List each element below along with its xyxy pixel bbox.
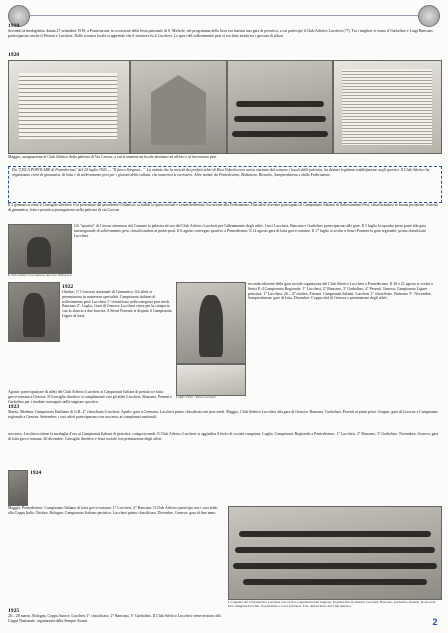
caption-ribbons: Luglio 1922 – Pesi, Lucchesi bbox=[176, 395, 216, 399]
paragraph-1923: Marzo, Modena: Campionato Emiliano di G.R. 2° classificato Lucchesi. Aprile: gara a Cremona, Lucchesi primo classificato nei pesi medi. Maggio, Club Atletico Lucchesi alla gara di Genova: Bancano, Garbolino, Pesenti ai primi posti. Giugno: gara di Livorno e Campionato regionale a Genova. Settembre: i soci atleti parteciparono con successo ai campionati nazionali. bbox=[8, 410, 439, 419]
letter-lines bbox=[19, 73, 117, 139]
paragraph-1925: 26 – 28 marzo, Bologna, Coppa Aurora: Lucchesi 1° classificato; 2° Bancano, 3° Garbolino. Il Club Atletico Lucchesi viene invitato alla Coppa Nazionale, organizzata dalla Sempre Avanti. bbox=[8, 614, 221, 623]
paragraph-1923-b: successo; Lucchesi ottiene la medaglia d'oro ai Campionati Italiani di pesistica, categoria medi. Il Club Atletico Lucchesi si aggiudica il titolo di società campione. Luglio, Campionato Regionale a Pontedecimo: 1° Lucchesi, 2° Bancano, 3° Garbolino. Novembre, Genova: gara di lotta greco-romana. 20 dicembre, Consiglio direttivo e festa sociale con premiazione degli atleti. bbox=[8, 432, 439, 441]
people-row bbox=[243, 579, 427, 585]
caption-athlete: Il club Atletico Lucchesi in una foto dell'epoca bbox=[8, 273, 72, 277]
paragraph-1922: Ottobre, 1° Concorso nazionale di Ginnastica. Gli atleti si presentarono in numerose specialità. Campionato italiano di sollevamento pesi: Lucchesi 1° classificato nella categoria pesi medi, Bancano 2°. Luglio, Gara di Genova: Lucchesi vince per la categoria con lo slancio a due braccia. A Sestri Ponente si disputò il Campionato Ligure di lotta. bbox=[62, 290, 172, 318]
athlete-figure bbox=[27, 237, 51, 267]
people-row bbox=[232, 131, 328, 137]
people-row bbox=[236, 101, 324, 107]
church-shape bbox=[151, 75, 206, 145]
ribbons-photo bbox=[176, 364, 246, 396]
athlete-figure bbox=[199, 295, 223, 357]
athlete-photo bbox=[8, 224, 72, 274]
small-portrait-photo bbox=[8, 470, 28, 506]
caption-team: La squadra del Club Atletico Lucchesi con i trofei conquistati nella stagione. In prima fila da sinistra: Lucchesi, Bancano, Garbolino, Pesenti. In seconda fila i dirigenti del Club, il presidente e i soci fondatori. Foto dell'archivio del Club Atletico. bbox=[228, 600, 436, 608]
building-photo bbox=[130, 60, 227, 154]
team-photo bbox=[228, 506, 442, 600]
athlete-portrait-photo bbox=[8, 282, 60, 342]
people-row bbox=[233, 563, 437, 569]
people-row bbox=[235, 547, 435, 553]
year-1925: 1925 bbox=[8, 608, 20, 614]
year-1923: 1923 bbox=[8, 404, 20, 410]
newspaper-photo bbox=[333, 60, 442, 154]
people-row bbox=[239, 531, 431, 537]
people-row bbox=[234, 116, 326, 122]
group-photo bbox=[227, 60, 333, 154]
newspaper-lines bbox=[342, 69, 432, 145]
club-crest-icon bbox=[418, 5, 440, 27]
paragraph-1924: Maggio, Pontedecimo: Campionato Italiano di lotta greco-romana: 1° Lucchesi, 2° Bancano. Il Club Atletico partecipa con i suoi atleti alla Coppa Italia. Ottobre, Bologna: Campionato Italiano pesistica. Lucchesi primo classificato. Dicembre, Genova: gara di fine anno. bbox=[8, 506, 218, 515]
newspaper-quote: Da "LISCA POPOLARE di Pontedecimo" del 24 luglio 1920 — "Il fuoco Sorgente...". La notizia che la società dei prefetti atleti di Riva Valpolcevera aveva ottenuto dal comune i locali della palestra, ha destato legittima soddisfazione negli sportivi. Il Club Atletico ha organizzato corsi di ginnastica, di lotta e di sollevamento pesi per i giovani della vallata, che numerosi si iscrissero. Altre notizie da Pontedecimo, Bolzaneto, Rivarolo, Sampierdarena e dalla Federazione. bbox=[12, 168, 430, 177]
paragraph-cavour: Gli "sportivi" di Cavour ottennero dal Comune la palestra ad uso del Club Atletico Lucchesi per l'allenamento degli atleti. I soci Lucchesi, Bancano e Garbolino parteciparono alle gare. Il 5 luglio la squadra prese parte alla gara interregionale di sollevamento pesi, classificandosi ai primi posti. Il 6 agosto convegno sportivo a Pontedecimo. Il 14 agosto gara di lotta greco-romana. Il 17 luglio si svolse a Sestri Ponente la gara regionale: primo classificato Lucchesi. bbox=[74, 224, 427, 238]
header-rule bbox=[30, 15, 418, 16]
year-1924: 1924 bbox=[30, 470, 42, 476]
year-1922: 1922 bbox=[62, 284, 74, 290]
paragraph-1922-b: Agosto: partecipazione di atleti del Club Atletico Lucchesi ai Campionati Italiani di pesistica e lotta greco-romana a Genova. Il Consiglio direttivo si complimentò con gli atleti Lucchesi, Bancano, Pesenti e Garbolino per i risultati conseguiti nella stagione sportiva. bbox=[8, 390, 172, 404]
document-photo bbox=[8, 60, 130, 154]
year-1918: 1918 bbox=[8, 23, 20, 29]
paragraph-1922-right: seconda edizione della gara sociale organizzata dal Club Atletico Lucchesi a Pontedecimo. Il 20 e 21 agosto si svolse a Sestri P. il Campionato Regionale. 1° Lucchesi, 2° Bancano, 3° Garbolino, 4° Pesenti. Genova, Campionato Ligure pesistica: 1° Lucchesi. 26 – 27 ottobre, Firenze, Campionati Italiani: Lucchesi 1° classificato, Bancano 3°. Novembre, Sampierdarena: gare di lotta. Dicembre: Coppa città di Genova e premiazione degli atleti. bbox=[248, 282, 433, 301]
page-number: 2 bbox=[432, 617, 438, 627]
caption-may: Maggio, assegnazione al Club Atletico della palestra di Via Cavour, a cui si annesse un locale destinato ad ufficio e al lavoratorio pesi. bbox=[8, 155, 218, 159]
paragraph-1918: Secondo la medaglietta, datata 27 settembre 1918, a Pontecurone, in occasione della festa patronale di S. Michele, nel programma della fiera era inserita una gara di pesistica, a cui partecipò il Club Atletico Lucchesi (??). Tra i migliori vi erano il Garbolino e Luigi Bancano; parteciparono anche il Pesenti e Lucchesi. Dalla cronaca locale si apprende che il vincitore fu il Lucchesi. Lo sport del sollevamento pesi si era fatto strada tra i giovani di allora. bbox=[8, 29, 434, 38]
athlete-photo-center bbox=[176, 282, 246, 364]
athlete-figure bbox=[23, 293, 45, 337]
year-1920: 1920 bbox=[8, 52, 20, 58]
paragraph-meeting: Il 2 gennaio si riunì il Consiglio direttivo e fu presentato dal presidente il bilancio; si stabilì la quota sociale e venne deliberata l'iscrizione alla Federazione. Due atleti avevano partecipato al Campionato Italiano di Sollevamento Pesi, classificandosi in buona posizione. Attività di ginnastica, lotta e pesistica proseguirono nella palestra di via Cavour. bbox=[8, 203, 438, 212]
